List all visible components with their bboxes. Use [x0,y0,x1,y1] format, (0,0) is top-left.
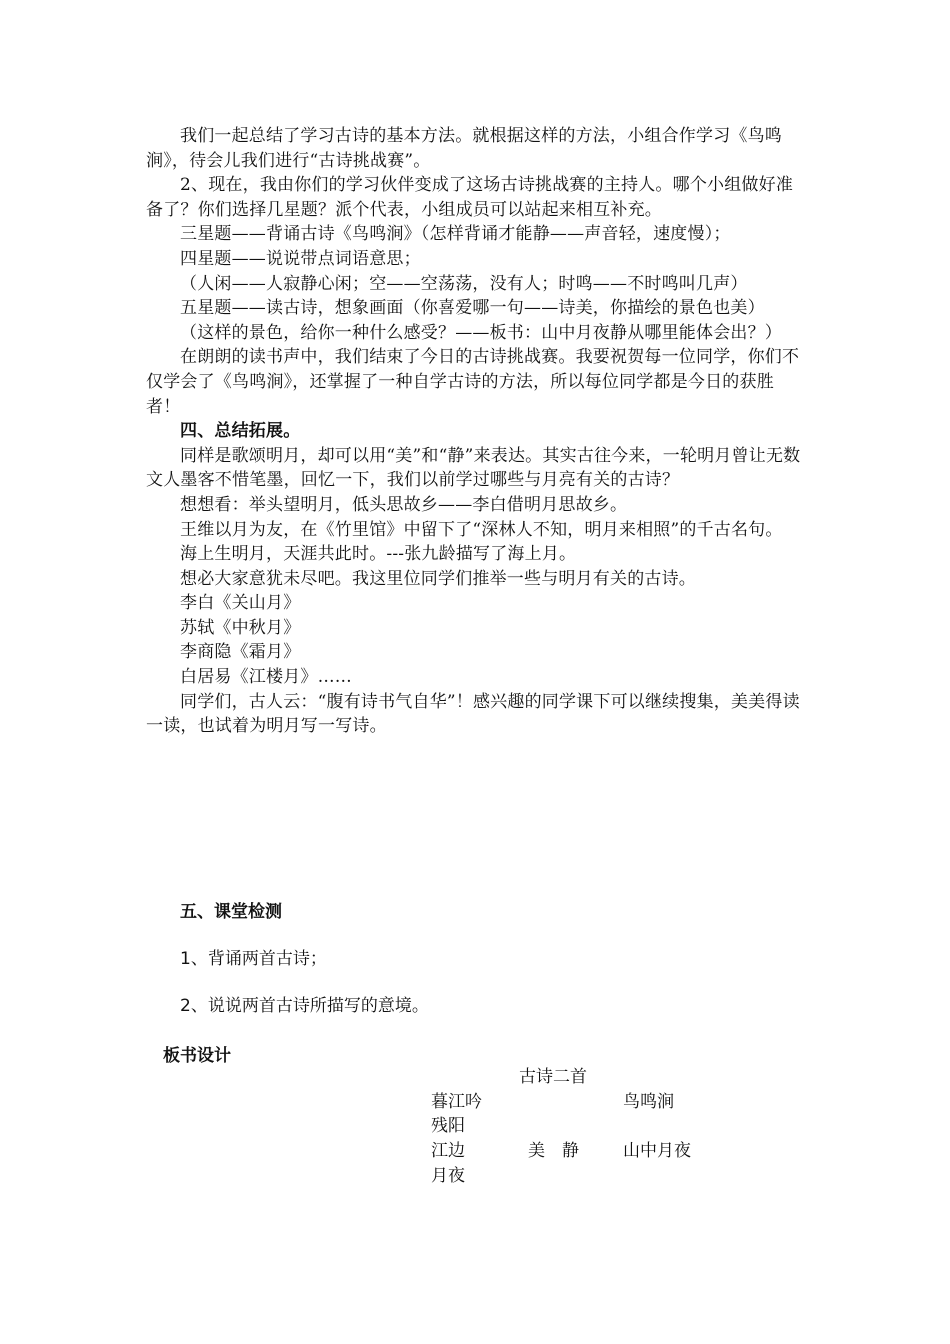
section-heading-check: 五、课堂检测 [180,902,282,922]
board-middle: 美 静 [528,1141,579,1161]
check-item-2: 2、说说两首古诗所描写的意境。 [180,996,429,1016]
paragraph: 五星题——读古诗，想象画面（你喜爱哪一句——诗美，你描绘的景色也美） [180,298,765,319]
section-heading-summary: 四、总结拓展。 [180,421,301,442]
paragraph: 同样是歌颂明月，却可以用“美”和“静”来表达。其实古往今来，一轮明月曾让无数文人墨客不惜笔墨，回忆一下，我们以前学过哪些与月亮有关的古诗？ [146,445,801,491]
poem-item: 李白《关山月》 [180,593,301,614]
lesson-body [146,124,806,739]
paragraph: 四星题——说说带点词语意思； [180,248,421,269]
poem-item: 苏轼《中秋月》 [180,617,301,638]
board-design-heading: 板书设计 [163,1046,231,1066]
paragraph: 我们一起总结了学习古诗的基本方法。就根据这样的方法，小组合作学习《鸟鸣涧》，待会儿我们进行“古诗挑战赛”。 [146,126,782,171]
board-left-line: 江边 [431,1141,465,1161]
paragraph: 同学们，古人云：“腹有诗书气自华”！感兴趣的同学课下可以继续搜集，美美得读一读，也试着为明月写一写诗。 [146,691,800,737]
paragraph: （这样的景色，给你一种什么感受？——板书：山中月夜静从哪里能体会出？） [180,322,782,343]
board-left-line: 月夜 [431,1166,465,1186]
poem-item: 李商隐《霜月》 [180,642,301,663]
paragraph: 王维以月为友，在《竹里馆》中留下了“深林人不知，明月来相照”的千古名句。 [180,519,783,540]
board-right-line: 山中月夜 [623,1141,691,1161]
paragraph: （人闲——人寂静心闲；空——空荡荡，没有人；时鸣——不时鸣叫几声） [180,273,748,294]
paragraph: 海上生明月，天涯共此时。---张九龄描写了海上月。 [180,544,577,565]
board-right-title: 鸟鸣涧 [623,1092,674,1112]
paragraph: 想必大家意犹未尽吧。我这里位同学们推举一些与明月有关的古诗。 [180,568,696,589]
check-item-1: 1、背诵两首古诗； [180,949,327,969]
paragraph: 在朗朗的读书声中，我们结束了今日的古诗挑战赛。我要祝贺每一位同学，你们不仅学会了《鸟鸣涧》，还掌握了一种自学古诗的方法，所以每位同学都是今日的获胜者！ [146,347,800,417]
paragraph: 三星题——背诵古诗《鸟鸣涧》（怎样背诵才能静——声音轻，速度慢）； [180,224,731,245]
board-left-line: 残阳 [431,1116,465,1136]
board-left-line: 暮江吟 [431,1092,482,1112]
board-title: 古诗二首 [519,1067,587,1087]
paragraph: 2、现在，我由你们的学习伙伴变成了这场古诗挑战赛的主持人。哪个小组做好准备了？你们选择几星题？派个代表，小组成员可以站起来相互补充。 [146,175,794,220]
paragraph: 想想看：举头望明月，低头思故乡——李白借明月思故乡。 [180,494,628,515]
poem-item: 白居易《江楼月》…… [180,667,352,688]
